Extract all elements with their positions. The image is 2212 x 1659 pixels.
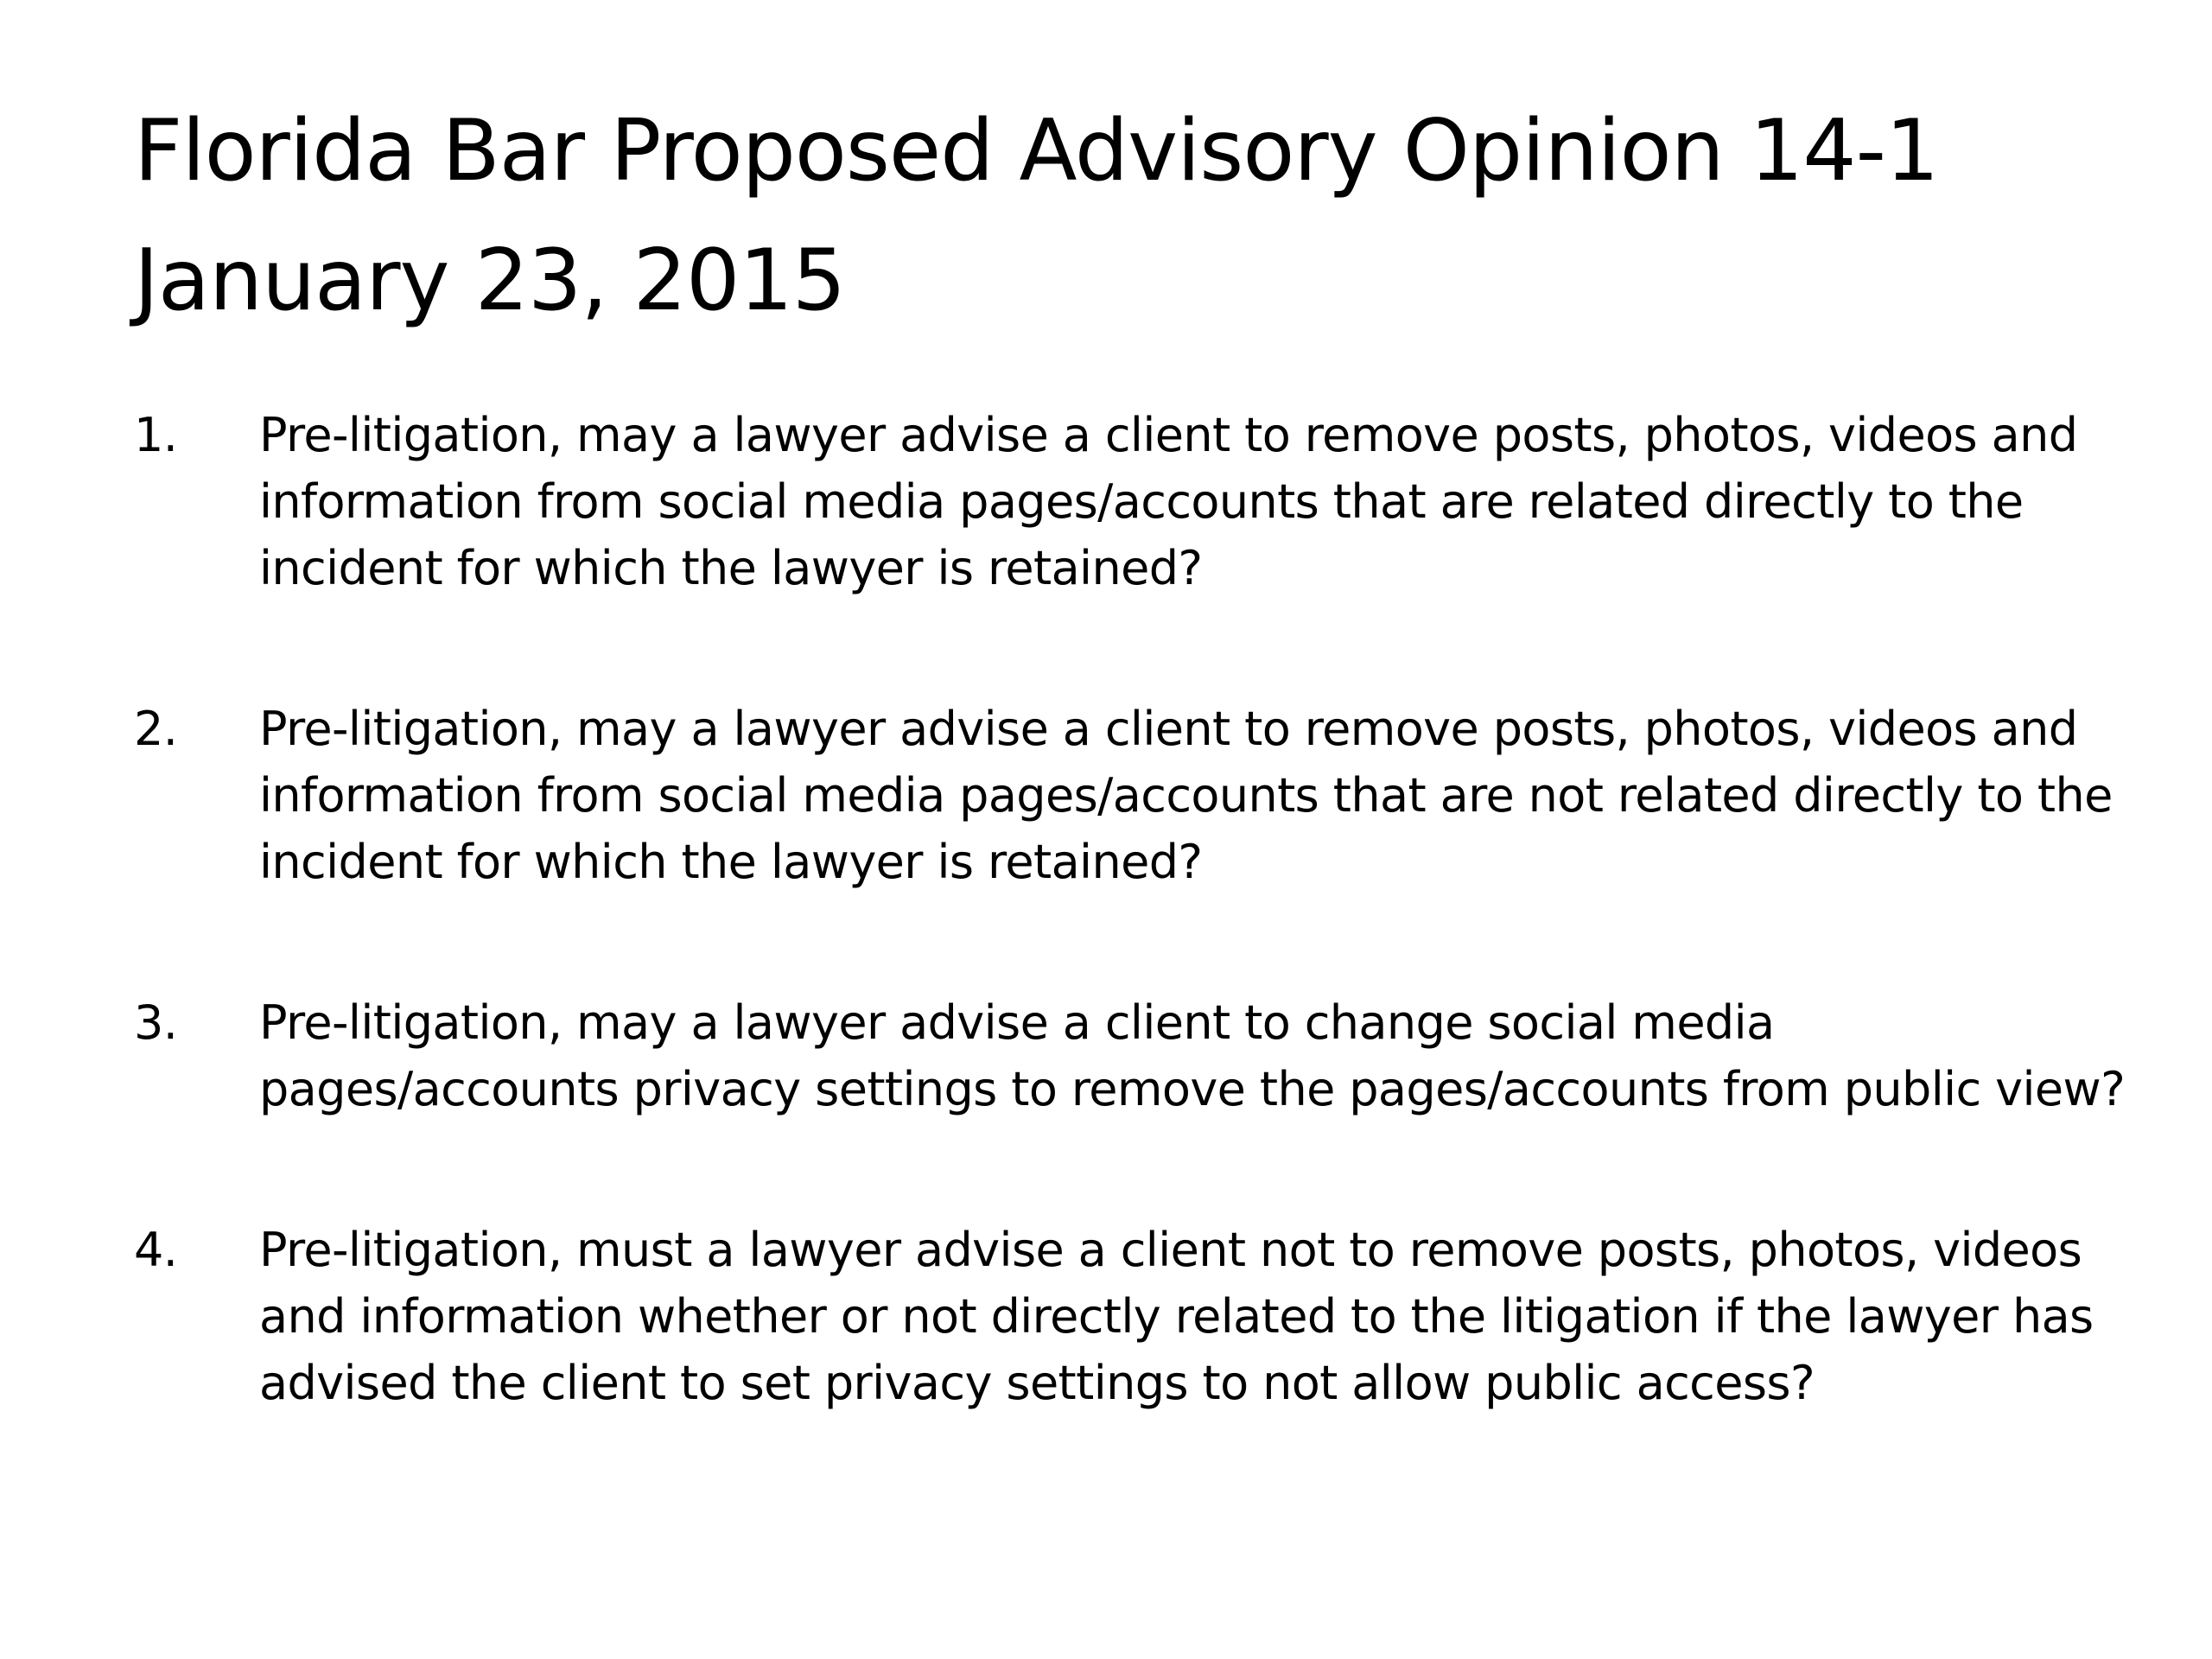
item-line: Pre-litigation, must a lawyer advise a client not to remove posts, photos, videos <box>259 1223 2082 1277</box>
item-line: information from social media pages/accounts that are not related directly to the <box>259 768 2113 823</box>
item-line: pages/accounts privacy settings to remove the pages/accounts from public view? <box>259 1062 2126 1116</box>
item-number: 3. <box>134 995 178 1050</box>
title-line: Florida Bar Proposed Advisory Opinion 14-1 <box>134 102 1939 200</box>
item-number: 2. <box>134 702 178 756</box>
item-line: incident for which the lawyer is retained? <box>259 835 1203 889</box>
item-line: Pre-litigation, may a lawyer advise a client to change social media <box>259 995 1775 1050</box>
item-text <box>259 402 2108 601</box>
item-line: Pre-litigation, may a lawyer advise a client to remove posts, photos, videos and <box>259 702 2078 756</box>
item-line: incident for which the lawyer is retained? <box>259 541 1203 595</box>
item-number: 1. <box>134 408 178 462</box>
item-number: 4. <box>134 1223 178 1277</box>
item-line: information from social media pages/accounts that are related directly to the <box>259 474 2024 529</box>
item-text <box>259 696 2113 895</box>
item-line: Pre-litigation, may a lawyer advise a client to remove posts, photos, videos and <box>259 408 2078 462</box>
item-line: and information whether or not directly related to the litigation if the lawyer has <box>259 1289 2094 1344</box>
item-text <box>259 989 2126 1122</box>
title-line: January 23, 2015 <box>134 232 846 330</box>
slide-title <box>134 86 2121 346</box>
item-line: advised the client to set privacy settings to not allow public access? <box>259 1356 1815 1410</box>
item-text <box>259 1217 2108 1416</box>
